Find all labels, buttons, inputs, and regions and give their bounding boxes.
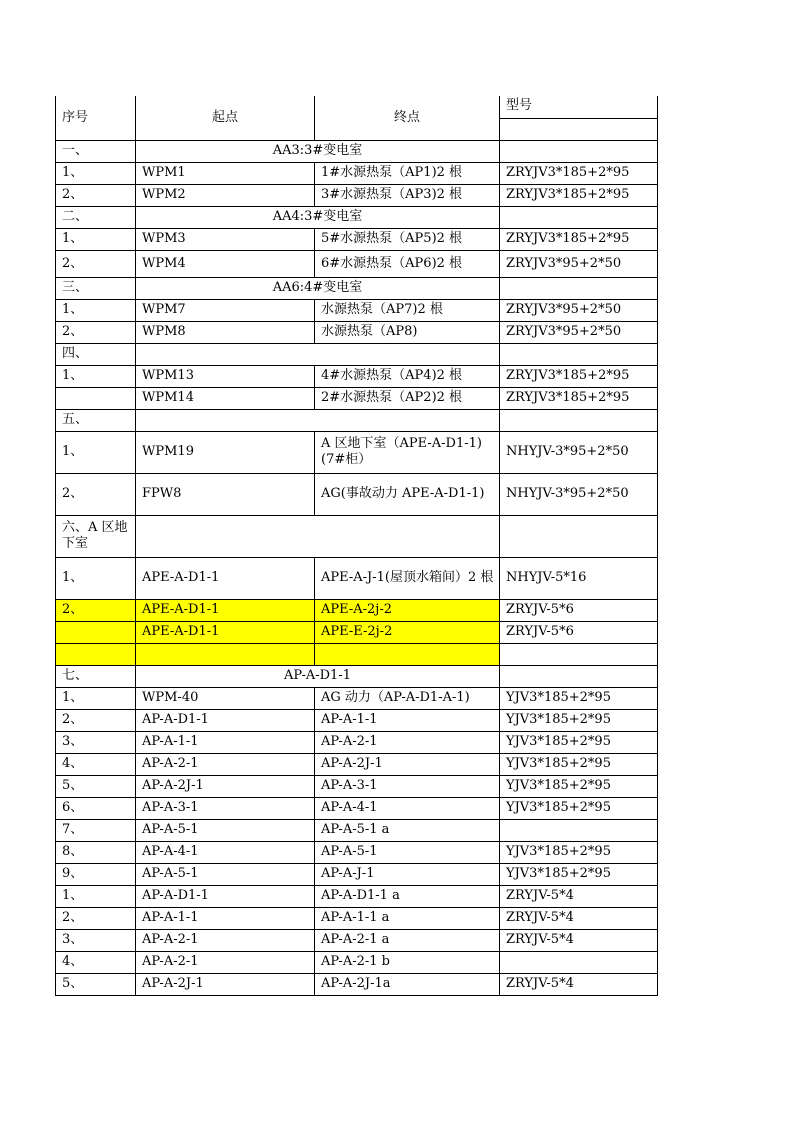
- row-start: AP-A-2-1: [136, 753, 315, 775]
- cable-schedule-table: [55, 96, 658, 996]
- section-title: AA3:3#变电室: [136, 140, 500, 162]
- row-end: APE-A-J-1(屋顶水箱间）2 根: [315, 557, 500, 599]
- table-row: [56, 321, 658, 343]
- row-seq: 1、: [56, 162, 136, 184]
- row-model: NHYJV-3*95+2*50: [500, 431, 658, 473]
- row-start: WPM7: [136, 299, 315, 321]
- row-start: WPM-40: [136, 687, 315, 709]
- row-seq: 2、: [56, 184, 136, 206]
- table-row: [56, 299, 658, 321]
- table-row: [56, 228, 658, 250]
- row-end: A 区地下室（APE-A-D1-1)(7#柜）: [315, 431, 500, 473]
- row-start: AP-A-3-1: [136, 797, 315, 819]
- table-row: [56, 797, 658, 819]
- row-seq: 1、: [56, 431, 136, 473]
- row-end: AP-A-D1-1 a: [315, 885, 500, 907]
- row-end: AP-A-2J-1a: [315, 973, 500, 995]
- row-model: ZRYJV3*185+2*95: [500, 162, 658, 184]
- table-row: [56, 775, 658, 797]
- section-seq: 五、: [56, 409, 136, 431]
- row-seq: 2、: [56, 599, 136, 621]
- row-model: NHYJV-3*95+2*50: [500, 473, 658, 515]
- row-model: ZRYJV3*95+2*50: [500, 250, 658, 277]
- section-row: [56, 140, 658, 162]
- row-seq: 3、: [56, 929, 136, 951]
- row-start: AP-A-1-1: [136, 907, 315, 929]
- row-start: AP-A-5-1: [136, 819, 315, 841]
- row-seq: [56, 621, 136, 643]
- row-end: 3#水源热泵（AP3)2 根: [315, 184, 500, 206]
- table-body: [56, 96, 658, 995]
- row-seq: 8、: [56, 841, 136, 863]
- row-model: ZRYJV-5*4: [500, 929, 658, 951]
- row-end: AP-A-3-1: [315, 775, 500, 797]
- row-start: WPM8: [136, 321, 315, 343]
- row-end: [315, 643, 500, 665]
- row-seq: 1、: [56, 299, 136, 321]
- row-end: AP-A-J-1: [315, 863, 500, 885]
- table-row: [56, 621, 658, 643]
- table-row: [56, 819, 658, 841]
- header-model-blank: [500, 118, 658, 140]
- table-row: [56, 599, 658, 621]
- header-model: 型号: [500, 96, 658, 118]
- row-seq: 5、: [56, 775, 136, 797]
- section-seq: 二、: [56, 206, 136, 228]
- row-start: AP-A-D1-1: [136, 885, 315, 907]
- row-end: AG 动力（AP-A-D1-A-1): [315, 687, 500, 709]
- row-end: 水源热泵（AP8): [315, 321, 500, 343]
- row-start: APE-A-D1-1: [136, 557, 315, 599]
- row-end: AP-A-5-1 a: [315, 819, 500, 841]
- row-start: WPM4: [136, 250, 315, 277]
- row-model: [500, 643, 658, 665]
- row-end: AG(事故动力 APE-A-D1-1): [315, 473, 500, 515]
- row-start: AP-A-2J-1: [136, 973, 315, 995]
- section-title: AA4:3#变电室: [136, 206, 500, 228]
- row-model: ZRYJV-5*6: [500, 621, 658, 643]
- row-model: ZRYJV3*185+2*95: [500, 184, 658, 206]
- table-row: [56, 387, 658, 409]
- table-row: [56, 863, 658, 885]
- row-seq: 1、: [56, 687, 136, 709]
- row-model: ZRYJV3*95+2*50: [500, 299, 658, 321]
- row-seq: 1、: [56, 228, 136, 250]
- row-model: [500, 951, 658, 973]
- section-seq: 六、A 区地下室: [56, 515, 136, 557]
- row-end: 6#水源热泵（AP6)2 根: [315, 250, 500, 277]
- row-start: AP-A-1-1: [136, 731, 315, 753]
- row-seq: 1、: [56, 557, 136, 599]
- table-row: [56, 473, 658, 515]
- row-seq: 1、: [56, 365, 136, 387]
- section-model: [500, 140, 658, 162]
- section-row: [56, 409, 658, 431]
- table-row: [56, 753, 658, 775]
- row-start: WPM13: [136, 365, 315, 387]
- header-end: 终点: [315, 96, 500, 140]
- header-seq: 序号: [56, 96, 136, 140]
- row-end: AP-A-1-1: [315, 709, 500, 731]
- section-seq: 三、: [56, 277, 136, 299]
- row-start: WPM14: [136, 387, 315, 409]
- table-row: [56, 973, 658, 995]
- row-model: YJV3*185+2*95: [500, 863, 658, 885]
- section-row: [56, 206, 658, 228]
- row-start: WPM3: [136, 228, 315, 250]
- row-start: APE-A-D1-1: [136, 599, 315, 621]
- section-title: [136, 409, 500, 431]
- table-row: [56, 929, 658, 951]
- row-seq: 7、: [56, 819, 136, 841]
- row-model: ZRYJV-5*4: [500, 885, 658, 907]
- table-row: [56, 162, 658, 184]
- row-seq: 1、: [56, 885, 136, 907]
- row-end: 2#水源热泵（AP2)2 根: [315, 387, 500, 409]
- row-model: YJV3*185+2*95: [500, 753, 658, 775]
- row-end: 4#水源热泵（AP4)2 根: [315, 365, 500, 387]
- section-row: [56, 665, 658, 687]
- row-start: AP-A-2J-1: [136, 775, 315, 797]
- row-end: AP-A-2J-1: [315, 753, 500, 775]
- section-model: [500, 343, 658, 365]
- row-model: ZRYJV3*185+2*95: [500, 228, 658, 250]
- section-seq: 一、: [56, 140, 136, 162]
- table-row: [56, 731, 658, 753]
- row-end: 1#水源热泵（AP1)2 根: [315, 162, 500, 184]
- section-row: [56, 343, 658, 365]
- table-row: [56, 184, 658, 206]
- row-model: ZRYJV-5*4: [500, 973, 658, 995]
- row-seq: 4、: [56, 753, 136, 775]
- row-start: FPW8: [136, 473, 315, 515]
- row-start: AP-A-2-1: [136, 929, 315, 951]
- row-start: APE-A-D1-1: [136, 621, 315, 643]
- row-seq: 4、: [56, 951, 136, 973]
- row-seq: [56, 387, 136, 409]
- section-title: [136, 515, 500, 557]
- row-seq: 9、: [56, 863, 136, 885]
- section-model: [500, 277, 658, 299]
- row-seq: 2、: [56, 250, 136, 277]
- table-row: [56, 885, 658, 907]
- table-row: [56, 841, 658, 863]
- section-seq: 七、: [56, 665, 136, 687]
- row-model: YJV3*185+2*95: [500, 709, 658, 731]
- section-title: [136, 343, 500, 365]
- row-end: 5#水源热泵（AP5)2 根: [315, 228, 500, 250]
- row-model: [500, 819, 658, 841]
- table-row: [56, 557, 658, 599]
- row-end: AP-A-1-1 a: [315, 907, 500, 929]
- header-start: 起点: [136, 96, 315, 140]
- row-end: AP-A-2-1 a: [315, 929, 500, 951]
- table-row: [56, 951, 658, 973]
- row-seq: 2、: [56, 473, 136, 515]
- row-start: AP-A-2-1: [136, 951, 315, 973]
- row-seq: 6、: [56, 797, 136, 819]
- row-end: APE-E-2j-2: [315, 621, 500, 643]
- row-seq: 3、: [56, 731, 136, 753]
- row-model: ZRYJV-5*4: [500, 907, 658, 929]
- row-model: YJV3*185+2*95: [500, 687, 658, 709]
- row-model: YJV3*185+2*95: [500, 731, 658, 753]
- section-title: AP-A-D1-1: [136, 665, 500, 687]
- header-row: [56, 96, 658, 118]
- row-end: AP-A-5-1: [315, 841, 500, 863]
- section-seq: 四、: [56, 343, 136, 365]
- row-end: AP-A-2-1: [315, 731, 500, 753]
- row-model: ZRYJV3*185+2*95: [500, 365, 658, 387]
- section-model: [500, 409, 658, 431]
- section-model: [500, 515, 658, 557]
- row-end: APE-A-2j-2: [315, 599, 500, 621]
- row-model: ZRYJV3*95+2*50: [500, 321, 658, 343]
- section-model: [500, 665, 658, 687]
- row-start: WPM2: [136, 184, 315, 206]
- section-row: [56, 515, 658, 557]
- row-model: YJV3*185+2*95: [500, 797, 658, 819]
- row-end: AP-A-2-1 b: [315, 951, 500, 973]
- section-row: [56, 277, 658, 299]
- row-seq: 2、: [56, 709, 136, 731]
- table-row: [56, 431, 658, 473]
- row-start: AP-A-D1-1: [136, 709, 315, 731]
- row-model: NHYJV-5*16: [500, 557, 658, 599]
- row-seq: 5、: [56, 973, 136, 995]
- row-seq: 2、: [56, 907, 136, 929]
- row-start: WPM1: [136, 162, 315, 184]
- table-row: [56, 365, 658, 387]
- row-start: WPM19: [136, 431, 315, 473]
- row-end: AP-A-4-1: [315, 797, 500, 819]
- row-model: YJV3*185+2*95: [500, 841, 658, 863]
- table-row: [56, 907, 658, 929]
- table-row: [56, 687, 658, 709]
- section-model: [500, 206, 658, 228]
- row-model: ZRYJV-5*6: [500, 599, 658, 621]
- row-start: AP-A-4-1: [136, 841, 315, 863]
- table-row: [56, 643, 658, 665]
- row-model: ZRYJV3*185+2*95: [500, 387, 658, 409]
- section-title: AA6:4#变电室: [136, 277, 500, 299]
- row-start: AP-A-5-1: [136, 863, 315, 885]
- row-end: 水源热泵（AP7)2 根: [315, 299, 500, 321]
- row-model: YJV3*185+2*95: [500, 775, 658, 797]
- row-start: [136, 643, 315, 665]
- row-seq: 2、: [56, 321, 136, 343]
- table-row: [56, 250, 658, 277]
- table-row: [56, 709, 658, 731]
- row-seq: [56, 643, 136, 665]
